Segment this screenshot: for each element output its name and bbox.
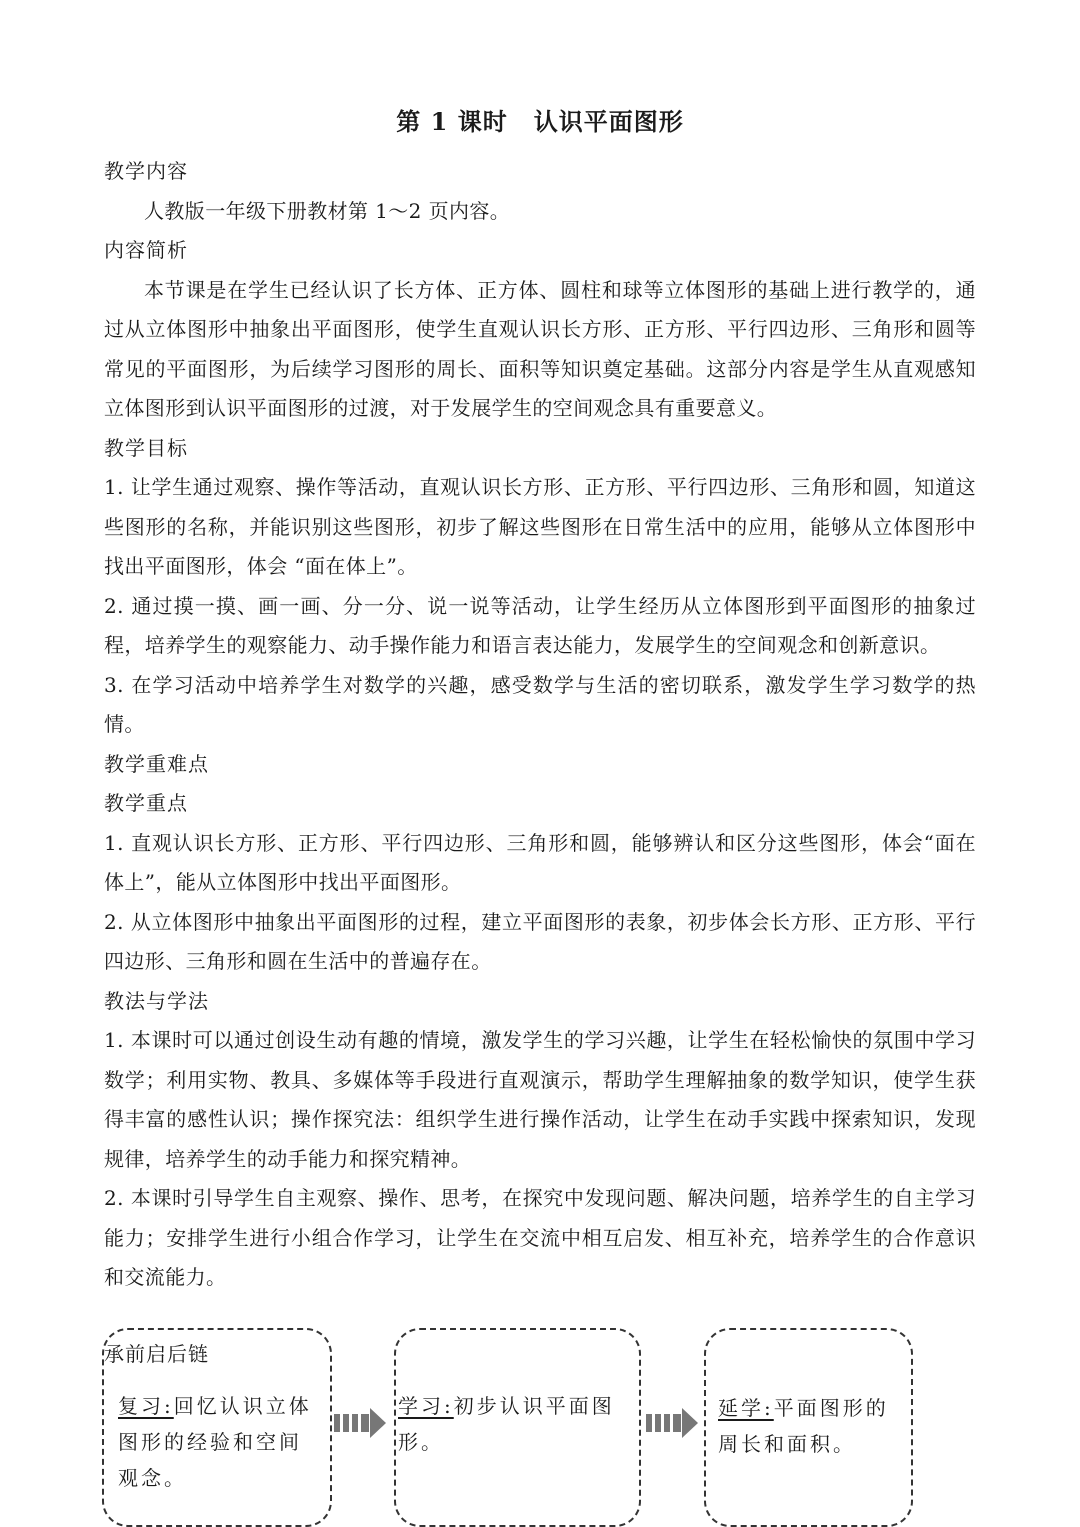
- extend-label: 延学:: [718, 1396, 774, 1420]
- method-item: 1. 本课时可以通过创设生动有趣的情境，激发学生的学习兴趣，让学生在轻松愉快的氛围中学习数学；利用实物、教具、多媒体等手段进行直观演示，帮助学生理解抽象的数学知识，使学生获得丰富的感性认识；操作探究法：组织学生进行操作活动，让学生在动手实践中探索知识，发现规律，培养学生的动手能力和探究精神。: [104, 1028, 976, 1171]
- section-heading-methods: 教法与学法: [104, 988, 209, 1013]
- extend-text: 平面图形的周长和面积。: [718, 1396, 889, 1456]
- goal-item: 3. 在学习活动中培养学生对数学的兴趣，感受数学与生活的密切联系，激发学生学习数学的热情。: [104, 672, 976, 736]
- document-body: [104, 152, 976, 1298]
- chain-arrow-icon: [646, 1408, 700, 1438]
- page-title: [0, 102, 1080, 137]
- learn-label: 学习:: [398, 1394, 454, 1418]
- review-content: [118, 1388, 318, 1496]
- goal-item: 1. 让学生通过观察、操作等活动，直观认识长方形、正方形、平行四边形、三角形和圆，知道这些图形的名称，并能识别这些图形，初步了解这些图形在日常生活中的应用，能够从立体图形中找出平面图形，体会 “面在体上”。: [104, 475, 976, 578]
- section-heading-analysis: 内容简析: [104, 238, 188, 262]
- content-text: 人教版一年级下册教材第 1～2 页内容。: [144, 198, 511, 223]
- learn-text: 初步认识平面图形。: [398, 1394, 615, 1454]
- chain-arrow-icon: [334, 1408, 388, 1438]
- key-point-item: 2. 从立体图形中抽象出平面图形的过程，建立平面图形的表象，初步体会长方形、正方形、平行四边形、三角形和圆在生活中的普遍存在。: [104, 909, 976, 973]
- learn-content: [398, 1388, 623, 1460]
- review-text: 回忆认识立体图形的经验和空间观念。: [118, 1394, 312, 1490]
- analysis-text: 本节课是在学生已经认识了长方体、正方体、圆柱和球等立体图形的基础上进行教学的，通过从立体图形中抽象出平面图形，使学生直观认识长方形、正方形、平行四边形、三角形和圆等常见的平面图形，为后续学习图形的周长、面积等知识奠定基础。这部分内容是学生从直观感知立体图形到认识平面图形的过渡，对于发展学生的空间观念具有重要意义。: [104, 277, 976, 420]
- goal-item: 2. 通过摸一摸、画一画、分一分、说一说等活动，让学生经历从立体图形到平面图形的抽象过程，培养学生的观察能力、动手操作能力和语言表达能力，发展学生的空间观念和创新意识。: [104, 593, 976, 657]
- lesson-number: 第 1 课时: [396, 107, 508, 136]
- review-label: 复习:: [118, 1394, 174, 1418]
- method-item: 2. 本课时引导学生自主观察、操作、思考，在探究中发现问题、解决问题，培养学生的自主学习能力；安排学生进行小组合作学习，让学生在交流中相互启发、相互补充，培养学生的合作意识和交流能力。: [104, 1186, 976, 1289]
- extend-content: [718, 1390, 898, 1462]
- chain-heading: 承前启后链: [104, 1342, 209, 1366]
- lesson-name: 认识平面图形: [533, 107, 684, 136]
- section-heading-content: 教学内容: [104, 159, 188, 183]
- section-heading-goals: 教学目标: [104, 435, 188, 460]
- key-point-item: 1. 直观认识长方形、正方形、平行四边形、三角形和圆，能够辨认和区分这些图形，体会“面在体上”，能从立体图形中找出平面图形。: [104, 830, 976, 894]
- section-heading-key: 教学重难点: [104, 751, 209, 776]
- subheading-key-points: 教学重点: [104, 791, 188, 815]
